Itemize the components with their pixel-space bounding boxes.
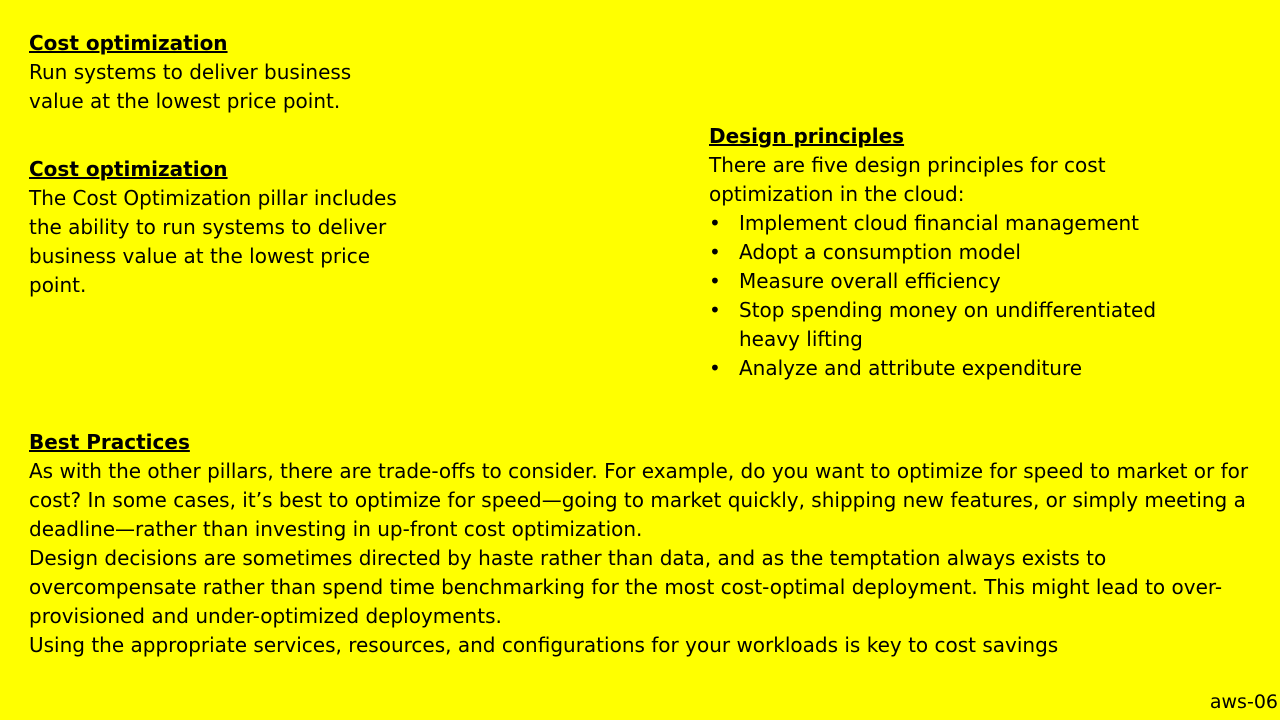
- cost-optimization-summary: [29, 29, 409, 116]
- bullet-icon: •: [709, 240, 721, 264]
- cost-optimization-pillar-text: The Cost Optimization pillar includes the ability to run systems to deliver business value at the lowest price point.: [29, 186, 397, 297]
- bullet-icon: •: [709, 356, 721, 380]
- list-item-text: Stop spending money on undifferentiated heavy lifting: [739, 298, 1157, 351]
- cost-optimization-pillar-heading: Cost optimization: [29, 157, 228, 181]
- best-practices-paragraph: As with the other pillars, there are trade-offs to consider. For example, do you want to optimize for speed to market or for cost? In some cases, it’s best to optimize for speed—going to market quickly, shipping new features, or simply meeting a deadline—rather than investing in up-front cost optimization.: [29, 459, 1249, 541]
- list-item: [709, 238, 1189, 267]
- design-principles-section: [709, 122, 1189, 383]
- bullet-icon: •: [709, 211, 721, 235]
- design-principles-intro: There are five design principles for cost optimization in the cloud:: [709, 153, 1106, 206]
- best-practices-section: [29, 428, 1249, 660]
- list-item-text: Measure overall efficiency: [739, 269, 1001, 293]
- list-item: [709, 267, 1189, 296]
- slide-tag: aws-06: [1209, 691, 1278, 713]
- list-item: [709, 209, 1189, 238]
- best-practices-paragraph: Using the appropriate services, resources, and configurations for your workloads is key to cost savings: [29, 633, 1059, 657]
- list-item-text: Analyze and attribute expenditure: [739, 356, 1083, 380]
- design-principles-heading: Design principles: [709, 124, 905, 148]
- list-item: [709, 296, 1189, 354]
- bullet-icon: •: [709, 298, 721, 322]
- list-item-text: Implement cloud financial management: [739, 211, 1140, 235]
- list-item: [709, 354, 1189, 383]
- design-principles-list: [709, 209, 1189, 383]
- best-practices-paragraph: Design decisions are sometimes directed by haste rather than data, and as the temptation always exists to overcompensate rather than spend time benchmarking for the most cost-optimal deployment. This might lead to over-provisioned and under-optimized deployments.: [29, 546, 1223, 628]
- best-practices-heading: Best Practices: [29, 430, 190, 454]
- cost-optimization-heading: Cost optimization: [29, 31, 228, 55]
- cost-optimization-pillar: [29, 155, 419, 300]
- list-item-text: Adopt a consumption model: [739, 240, 1021, 264]
- bullet-icon: •: [709, 269, 721, 293]
- cost-optimization-summary-text: Run systems to deliver business value at the lowest price point.: [29, 60, 352, 113]
